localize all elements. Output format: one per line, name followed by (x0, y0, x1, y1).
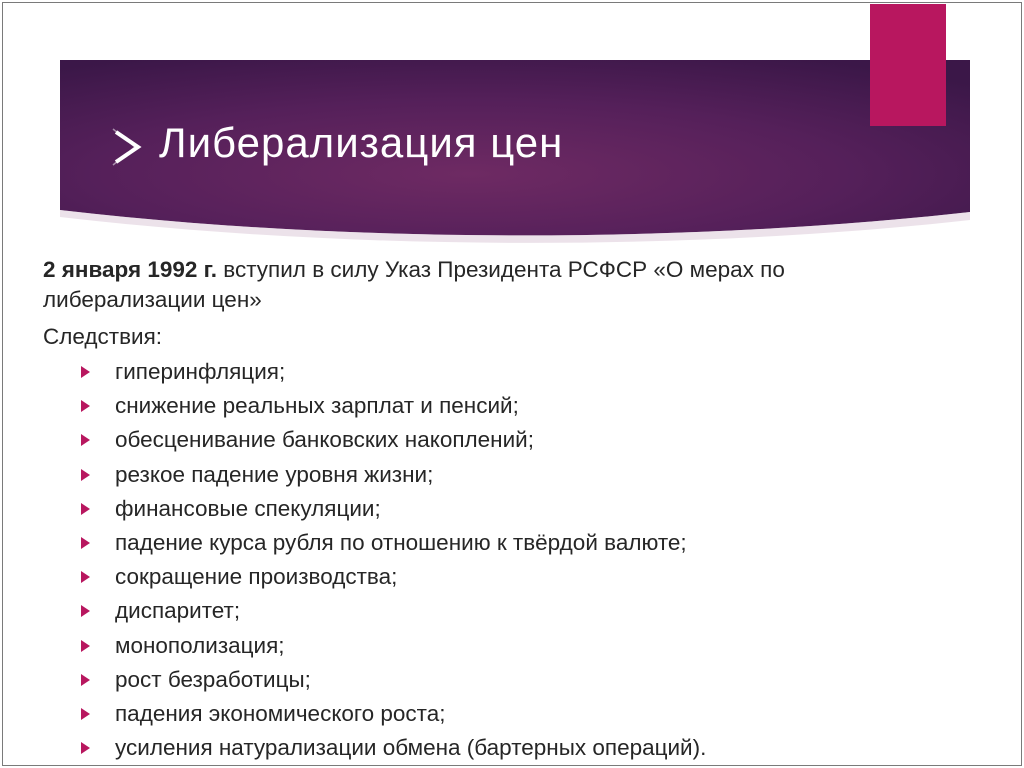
page-title: Либерализация цен (159, 119, 564, 166)
triangle-bullet-icon (81, 742, 90, 754)
triangle-bullet-icon (81, 434, 90, 446)
triangle-bullet-icon (81, 571, 90, 583)
list-item (81, 629, 706, 663)
triangle-bullet-icon (81, 708, 90, 720)
list-item (81, 423, 706, 457)
list-item-text: снижение реальных зарплат и пенсий; (115, 393, 519, 419)
list-item (81, 492, 706, 526)
slide (2, 2, 1022, 766)
triangle-bullet-icon (81, 537, 90, 549)
triangle-bullet-icon (81, 605, 90, 617)
list-item (81, 697, 706, 731)
list-item (81, 594, 706, 628)
accent-block (870, 4, 946, 126)
list-item-text: диспаритет; (115, 598, 241, 624)
list-item (81, 389, 706, 423)
triangle-bullet-icon (81, 400, 90, 412)
triangle-bullet-icon (81, 366, 90, 378)
list-item (81, 458, 706, 492)
triangle-bullet-icon (81, 640, 90, 652)
list-item-text: обесценивание банковских накоплений; (115, 427, 534, 453)
triangle-bullet-icon (81, 503, 90, 515)
consequences-list (81, 355, 706, 765)
triangle-bullet-icon (81, 469, 90, 481)
list-item-text: сокращение производства; (115, 564, 398, 590)
list-item-text: падения экономического роста; (115, 700, 446, 726)
list-item-text: падение курса рубля по отношению к твёрдой валюте; (115, 530, 687, 556)
list-item (81, 355, 706, 389)
consequences-label: Следствия: (43, 324, 163, 349)
intro-text: вступил в силу Указ Президента РСФСР «О мерах по либерализации цен» (43, 257, 785, 312)
list-item-text: финансовые спекуляции; (115, 495, 381, 521)
list-item (81, 526, 706, 560)
list-item-text: резкое падение уровня жизни; (115, 461, 434, 487)
intro-date: 2 января 1992 г. (43, 257, 218, 282)
list-item (81, 560, 706, 594)
intro-paragraph (43, 255, 923, 315)
list-item-text: усиления натурализации обмена (бартерных операций). (115, 735, 707, 761)
list-item (81, 663, 706, 697)
triangle-bullet-icon (81, 674, 90, 686)
list-item-text: гиперинфляция; (115, 359, 286, 385)
list-item-text: монополизация; (115, 632, 285, 658)
arrow-bullet-icon (111, 127, 151, 167)
list-item-text: рост безработицы; (115, 666, 311, 692)
list-item (81, 731, 706, 765)
